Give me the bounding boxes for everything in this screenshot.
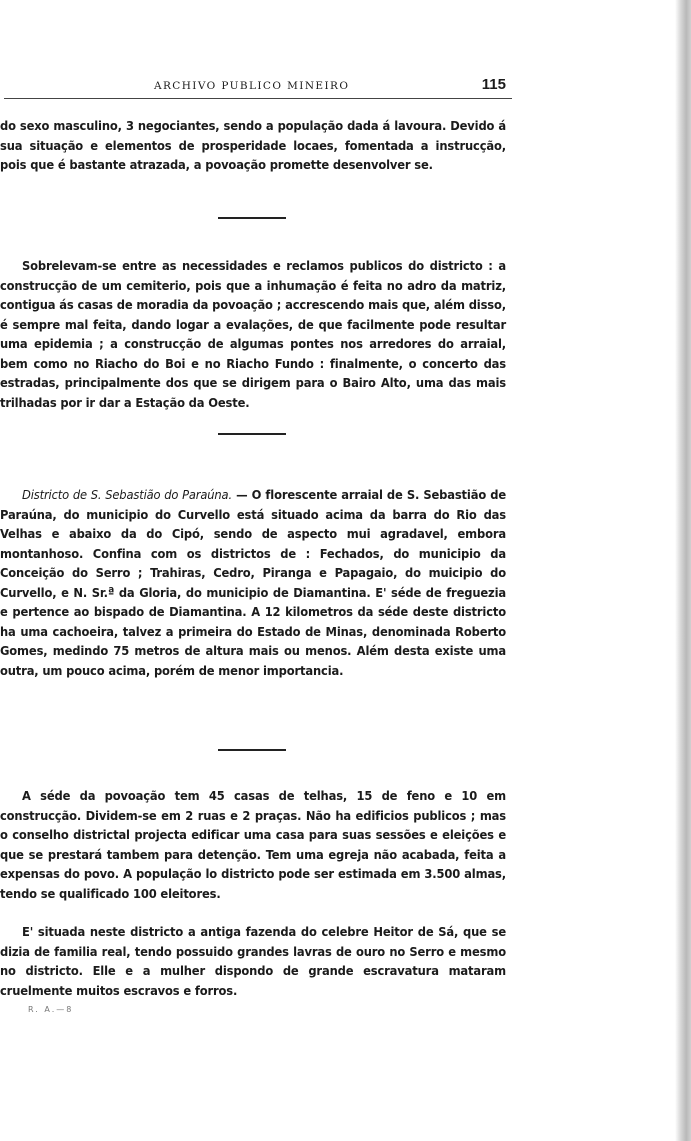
paragraph-5-text: E' situada neste districto a antiga fazenda do celebre Heitor de Sá, que se dizia de familia real, tendo possuido grandes lavras de ouro no Serro e mesmo no districto. Elle e a mulher dispondo de grande escravatura mataram cruelmente muitos escravos e forros.: [0, 925, 506, 999]
paragraph-4: [0, 787, 506, 904]
running-header: [4, 76, 512, 99]
paragraph-3: [0, 486, 506, 681]
page-number: 115: [481, 76, 506, 93]
binding-edge-shadow: [675, 0, 691, 1141]
section-divider-1: [218, 217, 286, 219]
paragraph-5: [0, 923, 506, 1001]
section-divider-2: [218, 433, 286, 435]
paragraph-2-text: Sobrelevam-se entre as necessidades e reclamos publicos do districto : a construcção de um cemiterio, pois que a inhumação é feita no adro da matriz, contigua ás casas de moradia da povoação ; accrescendo mais que, além disso, é sempre mal feita, dando logar a evalações, de que facilmente pode resultar uma epidemia ; a construcção de algumas pontes nos arredores do arraial, bem como no Riacho do Boi e no Riacho Fundo : finalmente, o concerto das estradas, principalmente dos que se dirigem para o Bairo Alto, uma das mais trilhadas por ir dar a Estação da Oeste.: [0, 259, 506, 411]
paragraph-2: [0, 257, 506, 413]
paragraph-3-body: — O florescente arraial de S. Sebastião de Paraúna, do municipio do Curvello está situado acima da barra do Rio das Velhas e abaixo da do Cipó, sendo de aspecto mui agradavel, embora montanhoso. Confina com os districtos de : Fechados, do municipio da Conceição do Serro ; Trahiras, Cedro, Piranga e Papagaio, do muicipio do Curvello, e N. Sr.ª da Gloria, do municipio de Diamantina. E' séde de freguezia e pertence ao bispado de Diamantina. A 12 kilometros da séde deste districto ha uma cachoeira, talvez a primeira do Estado de Minas, denominada Roberto Gomes, medindo 75 metros de altura mais ou menos. Além desta existe uma outra, um pouco acima, porém de menor importancia.: [0, 488, 506, 679]
paragraph-4-text: A séde da povoação tem 45 casas de telhas, 15 de feno e 10 em construcção. Dividem-se em 2 ruas e 2 praças. Não ha edificios publicos ; mas o conselho districtal projecta edificar uma casa para suas sessões e eleições e que se prestará tambem para detenção. Tem uma egreja não acabada, feita a expensas do povo. A população lo districto pode ser estimada em 3.500 almas, tendo se qualificado 100 eleitores.: [0, 789, 506, 902]
paragraph-3-text: [0, 486, 506, 681]
signature-mark: R. A.—8: [28, 1005, 74, 1014]
running-title: ARCHIVO PUBLICO MINEIRO: [154, 80, 350, 92]
paragraph-1: [0, 117, 506, 176]
section-divider-3: [218, 749, 286, 751]
paragraph-1-text: do sexo masculino, 3 negociantes, sendo a população dada á lavoura. Devido á sua situação e elementos de prosperidade locaes, fomentada a instrucção, pois que é bastante atrazada, a povoação promette desenvolver se.: [0, 119, 506, 173]
district-heading: Districto de S. Sebastião do Paraúna.: [22, 488, 232, 503]
